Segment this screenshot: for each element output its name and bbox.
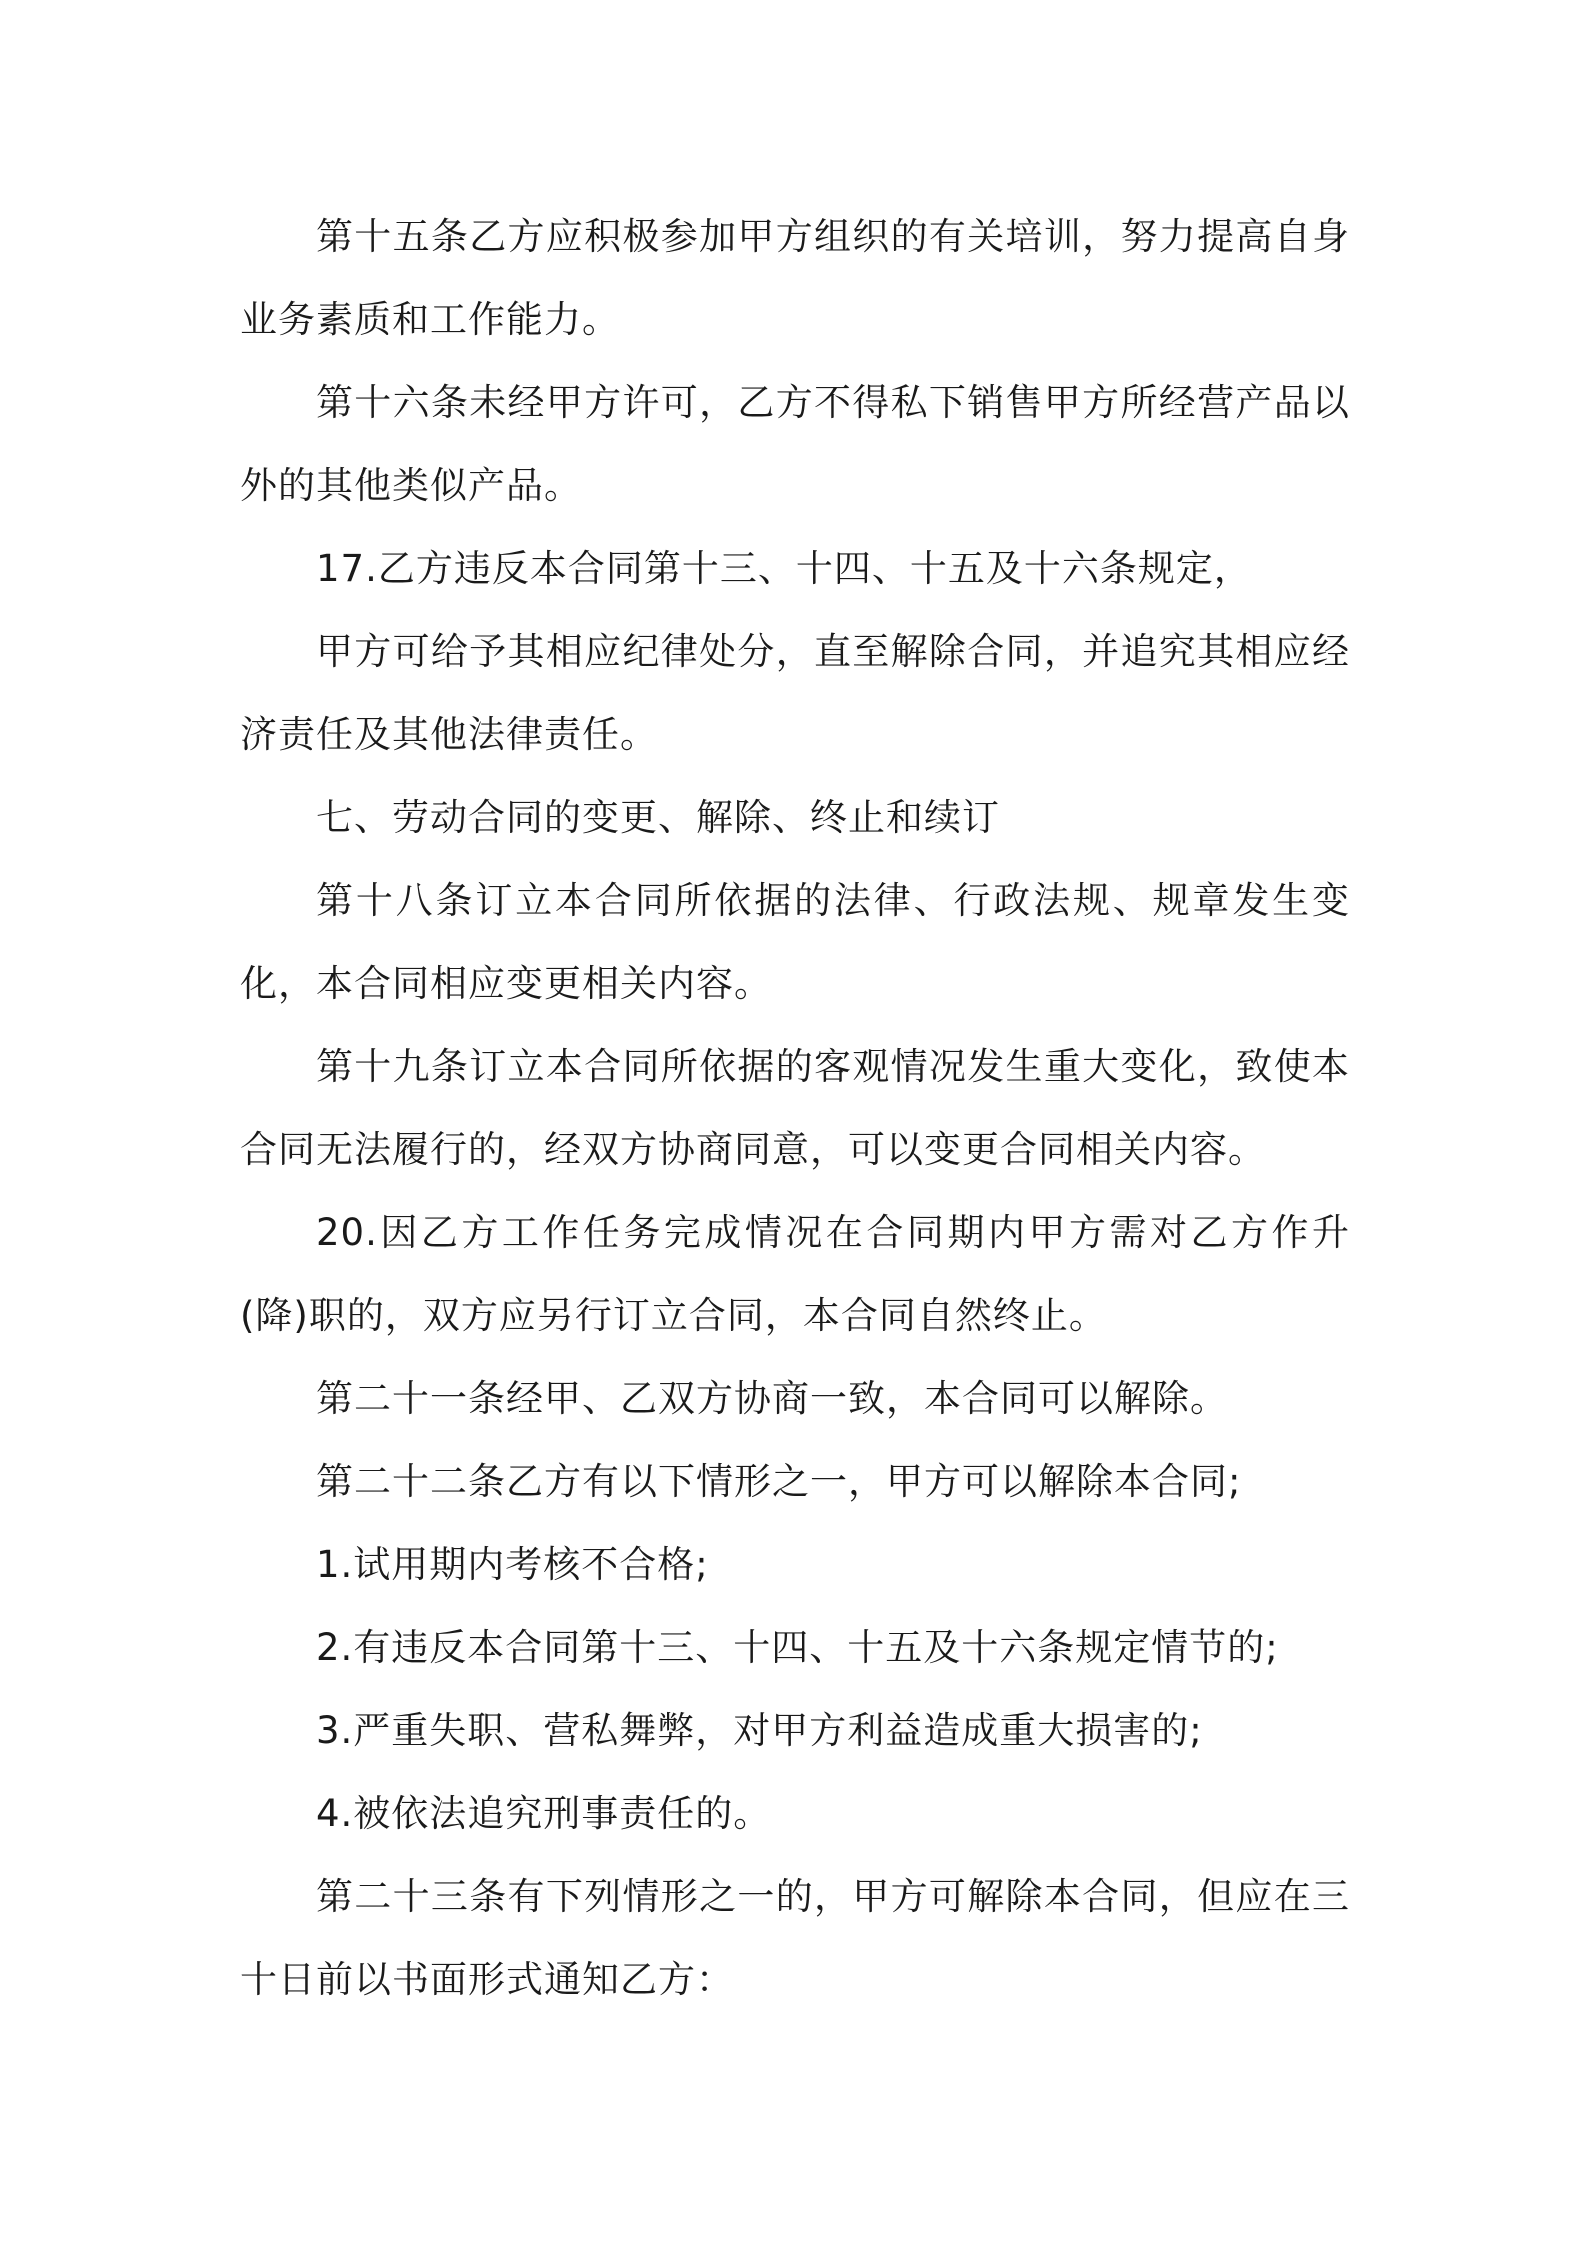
- paragraph-article-18: 第十八条订立本合同所依据的法律、行政法规、规章发生变化，本合同相应变更相关内容。: [240, 879, 1350, 1005]
- paragraph-article-21: 第二十一条经甲、乙双方协商一致，本合同可以解除。: [316, 1377, 1228, 1420]
- document-body: [240, 195, 1350, 2021]
- paragraph-article-17: 17.乙方违反本合同第十三、十四、十五及十六条规定，: [316, 547, 1252, 590]
- list-item-3: 3.严重失职、营私舞弊，对甲方利益造成重大损害的;: [316, 1709, 1203, 1752]
- list-item-4: 4.被依法追究刑事责任的。: [316, 1792, 772, 1835]
- section-heading-7: 七、劳动合同的变更、解除、终止和续订: [316, 796, 1000, 839]
- list-item-2: 2.有违反本合同第十三、十四、十五及十六条规定情节的;: [316, 1626, 1279, 1669]
- list-item-1: 1.试用期内考核不合格;: [316, 1543, 709, 1586]
- paragraph-article-19: 第十九条订立本合同所依据的客观情况发生重大变化，致使本合同无法履行的，经双方协商同意，可以变更合同相关内容。: [240, 1045, 1350, 1171]
- paragraph-article-17-continued: 甲方可给予其相应纪律处分，直至解除合同，并追究其相应经济责任及其他法律责任。: [240, 630, 1350, 756]
- paragraph-article-23: 第二十三条有下列情形之一的，甲方可解除本合同，但应在三十日前以书面形式通知乙方：: [240, 1875, 1350, 2001]
- paragraph-article-16: 第十六条未经甲方许可，乙方不得私下销售甲方所经营产品以外的其他类似产品。: [240, 381, 1350, 507]
- paragraph-article-20: 20.因乙方工作任务完成情况在合同期内甲方需对乙方作升(降)职的，双方应另行订立合同，本合同自然终止。: [240, 1211, 1350, 1337]
- paragraph-article-15: 第十五条乙方应积极参加甲方组织的有关培训，努力提高自身业务素质和工作能力。: [240, 215, 1350, 341]
- paragraph-article-22: 第二十二条乙方有以下情形之一，甲方可以解除本合同;: [316, 1460, 1242, 1503]
